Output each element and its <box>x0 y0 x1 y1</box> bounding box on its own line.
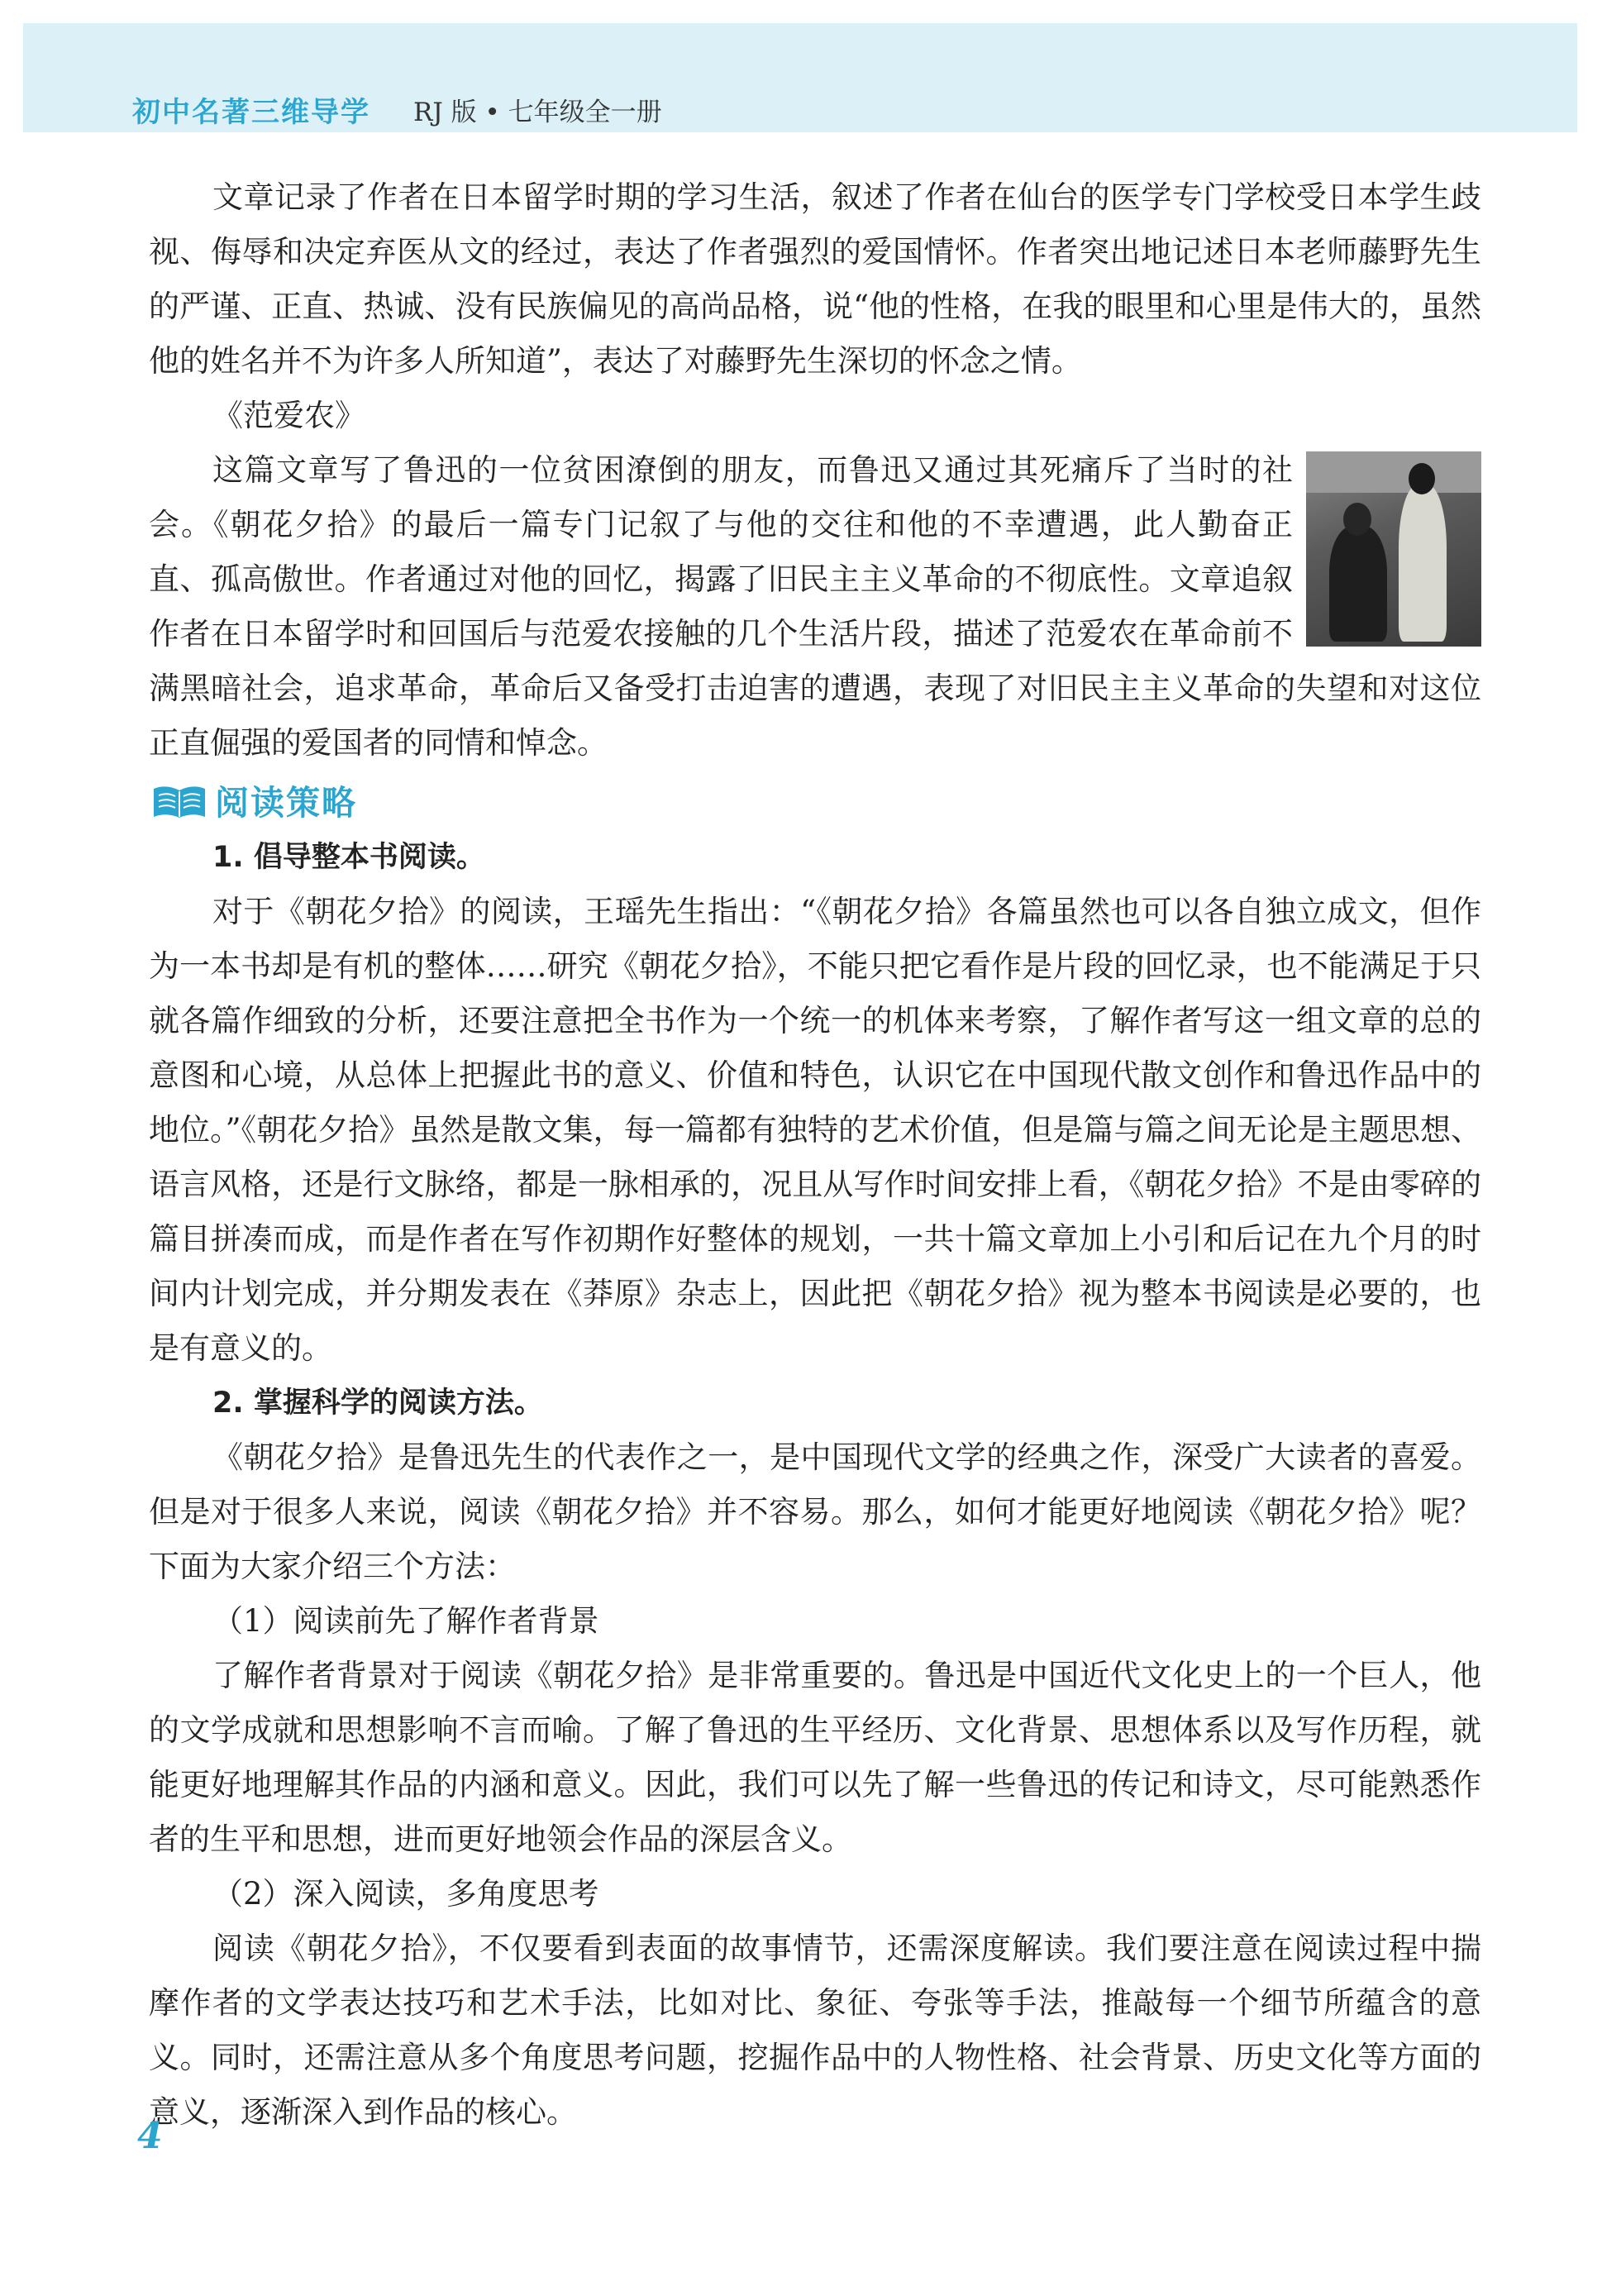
open-book-icon <box>152 784 207 819</box>
series-title: 初中名著三维导学 <box>132 96 370 129</box>
strategy-heading-2: 2. 掌握科学的阅读方法。 <box>212 1387 543 1420</box>
section-title: 阅读策略 <box>215 783 357 823</box>
fan-ainong-block <box>149 443 1481 771</box>
edition-label: RJ 版 • 七年级全一册 <box>413 98 662 127</box>
strategy-paragraph-2: 《朝花夕拾》是鲁迅先生的代表作之一，是中国现代文学的经典之作，深受广大读者的喜爱。但是对于很多人来说，阅读《朝花夕拾》并不容易。那么，如何才能更好地阅读《朝花夕拾》呢？下面为大家介绍三个方法： <box>149 1439 1481 1584</box>
strategy-paragraph-1: 对于《朝花夕拾》的阅读，王瑶先生指出：“《朝花夕拾》各篇虽然也可以各自独立成文，但作为一本书却是有机的整体……研究《朝花夕拾》，不能只把它看作是片段的回忆录，也不能满足于只就各篇作细致的分析，还要注意把全书作为一个统一的机体来考察，了解作者写这一组文章的总的意图和心境，从总体上把握此书的意义、价值和特色，认识它在中国现代散文创作和鲁迅作品中的地位。”《朝花夕拾》虽然是散文集，每一篇都有独特的艺术价值，但是篇与篇之间无论是主题思想、语言风格，还是行文脉络，都是一脉相承的，况且从写作时间安排上看，《朝花夕拾》不是由零碎的篇目拼凑而成，而是作者在写作初期作好整体的规划，一共十篇文章加上小引和后记在九个月的时间内计划完成，并分期发表在《莽原》杂志上，因此把《朝花夕拾》视为整本书阅读是必要的，也是有意义的。 <box>149 894 1481 1366</box>
method-paragraph-1: 了解作者背景对于阅读《朝花夕拾》是非常重要的。鲁迅是中国近代文化史上的一个巨人，他的文学成就和思想影响不言而喻。了解了鲁迅的生平经历、文化背景、思想体系以及写作历程，就能更好地理解其作品的内涵和意义。因此，我们可以先了解一些鲁迅的传记和诗文，尽可能熟悉作者的生平和思想，进而更好地领会作品的深层含义。 <box>149 1658 1481 1857</box>
section-heading <box>149 771 1481 830</box>
page-content <box>149 170 1481 2140</box>
page-number: 4 <box>137 2115 163 2157</box>
strategy-heading-1: 1. 倡导整本书阅读。 <box>212 841 485 874</box>
method-paragraph-2: 阅读《朝花夕拾》，不仅要看到表面的故事情节，还需深度解读。我们要注意在阅读过程中揣摩作者的文学表达技巧和艺术手法，比如对比、象征、夸张等手法，推敲每一个细节所蕴含的意义。同时，还需注意从多个角度思考问题，挖掘作品中的人物性格、社会背景、历史文化等方面的意义，逐渐深入到作品的核心。 <box>149 1931 1481 2130</box>
method-heading-1: （1）阅读前先了解作者背景 <box>212 1603 599 1639</box>
subheading-fan-ainong: 《范爱农》 <box>212 398 365 433</box>
paragraph-tengye: 文章记录了作者在日本留学时期的学习生活，叙述了作者在仙台的医学专门学校受日本学生歧视、侮辱和决定弃医从文的经过，表达了作者强烈的爱国情怀。作者突出地记述日本老师藤野先生的严谨、正直、热诚、没有民族偏见的高尚品格，说“他的性格，在我的眼里和心里是伟大的，虽然他的姓名并不为许多人所知道”，表达了对藤野先生深切的怀念之情。 <box>149 179 1481 379</box>
method-heading-2: （2）深入阅读，多角度思考 <box>212 1876 599 1912</box>
paragraph-fan-ainong: 这篇文章写了鲁迅的一位贫困潦倒的朋友，而鲁迅又通过其死痛斥了当时的社会。《朝花夕拾》的最后一篇专门记叙了与他的交往和他的不幸遭遇，此人勤奋正直、孤高傲世。作者通过对他的回忆，揭露了旧民主主义革命的不彻底性。文章追叙作者在日本留学时和回国后与范爱农接触的几个生活片段，描述了范爱农在革命前不满黑暗社会，追求革命，革命后又备受打击迫害的遭遇，表现了对旧民主主义革命的失望和对这位正直倔强的爱国者的同情和悼念。 <box>149 452 1481 761</box>
